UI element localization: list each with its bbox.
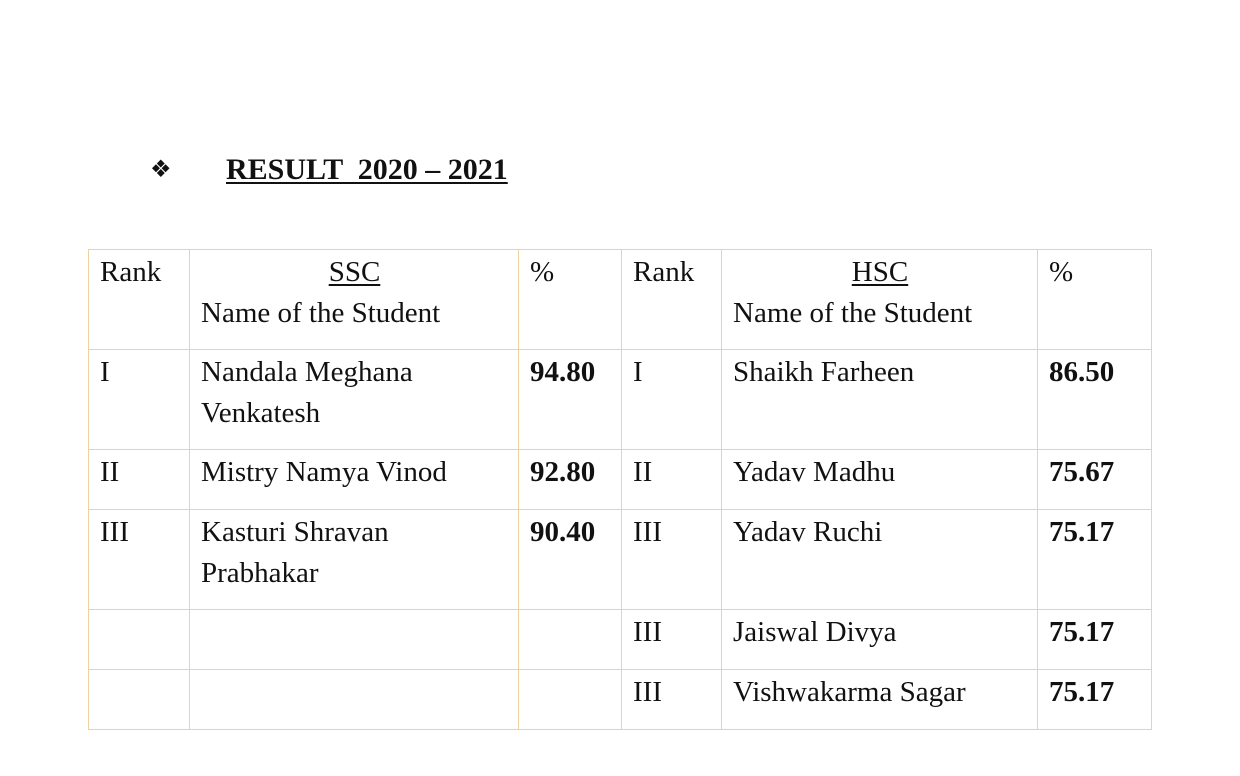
hsc-percent-cell: 75.67 [1038,450,1152,510]
ssc-title: SSC [328,256,381,288]
hsc-rank-cell: III [622,610,722,670]
hsc-name-cell: Jaiswal Divya [722,610,1038,670]
ssc-rank-cell: I [89,350,190,450]
hsc-name-subtitle: Name of the Student [733,297,973,329]
ssc-name-subtitle: Name of the Student [201,297,441,329]
ssc-percent-header: % [519,250,622,350]
table-row [89,670,1152,730]
ssc-rank-cell: II [89,450,190,510]
ssc-percent-cell [519,610,622,670]
ssc-name-cell [190,610,519,670]
hsc-name-cell: Vishwakarma Sagar [722,670,1038,730]
hsc-rank-header: Rank [622,250,722,350]
ssc-name-line: Venkatesh [201,397,321,429]
ssc-rank-header: Rank [89,250,190,350]
ssc-name-cell [190,350,519,450]
hsc-rank-cell: III [622,670,722,730]
hsc-percent-cell: 75.17 [1038,670,1152,730]
table-header-row [89,250,1152,350]
hsc-percent-header: % [1038,250,1152,350]
ssc-name-cell [190,510,519,610]
ssc-rank-cell [89,610,190,670]
diamond-bullet-icon: ❖ [150,157,172,183]
hsc-name-header [722,250,1038,350]
ssc-name-line: Nandala Meghana [201,356,413,388]
hsc-rank-cell: I [622,350,722,450]
page-title: RESULT 2020 – 2021 [226,153,508,186]
ssc-percent-cell [519,670,622,730]
ssc-name-cell [190,450,519,510]
ssc-name-header [190,250,519,350]
ssc-name-line: Mistry Namya Vinod [201,456,447,488]
ssc-name-line: Prabhakar [201,557,319,589]
hsc-percent-cell: 75.17 [1038,610,1152,670]
ssc-name-cell [190,670,519,730]
ssc-percent-cell: 92.80 [519,450,622,510]
ssc-rank-cell: III [89,510,190,610]
hsc-title: HSC [851,256,909,288]
hsc-rank-cell: II [622,450,722,510]
ssc-percent-cell: 90.40 [519,510,622,610]
ssc-percent-cell: 94.80 [519,350,622,450]
ssc-name-line: Kasturi Shravan [201,516,389,548]
hsc-name-cell: Yadav Ruchi [722,510,1038,610]
ssc-rank-cell [89,670,190,730]
hsc-percent-cell: 86.50 [1038,350,1152,450]
results-table [88,249,1152,730]
hsc-name-cell: Shaikh Farheen [722,350,1038,450]
table-row [89,610,1152,670]
hsc-name-cell: Yadav Madhu [722,450,1038,510]
table-row [89,350,1152,450]
hsc-rank-cell: III [622,510,722,610]
section-heading [150,150,508,190]
hsc-percent-cell: 75.17 [1038,510,1152,610]
table-row [89,450,1152,510]
table-row [89,510,1152,610]
